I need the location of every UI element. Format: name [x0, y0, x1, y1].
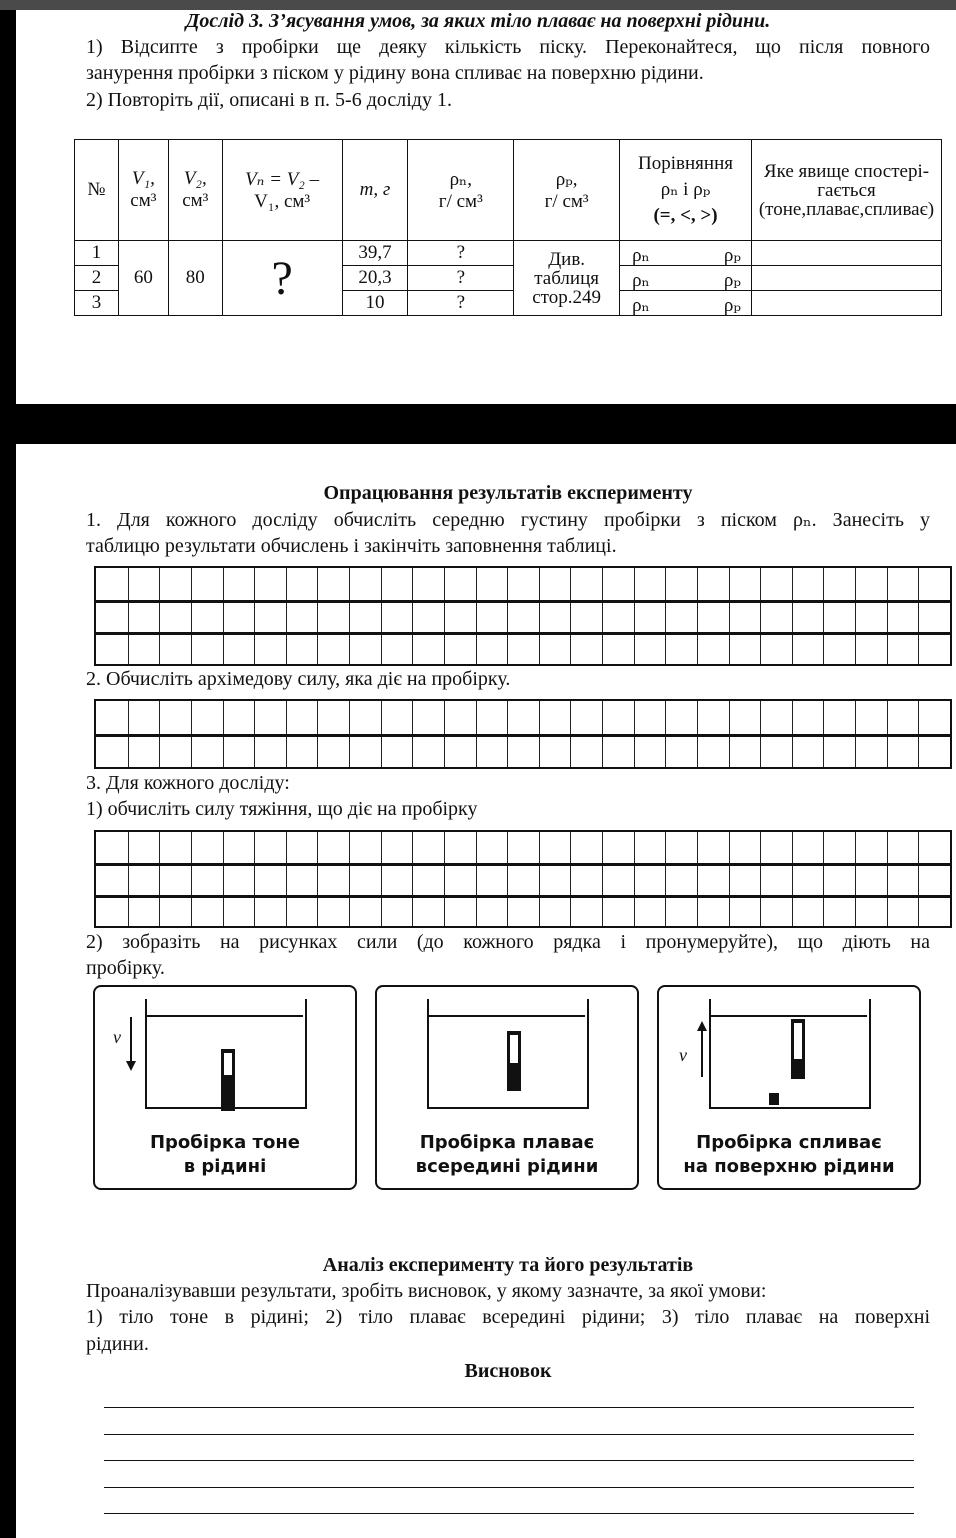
grid-column-line	[507, 568, 508, 664]
task3-2-line1: 2) зобразіть на рисунках сили (до кожного рядка і пронумеруйте), що діють на	[86, 931, 930, 953]
grid-column-line	[349, 568, 350, 664]
velocity-label: v⃗	[113, 1027, 135, 1047]
grid-column-line	[570, 568, 571, 664]
conclusion-heading: Висновок	[464, 1360, 552, 1382]
test-tube-icon	[791, 1019, 805, 1079]
grid-row-line	[96, 863, 950, 866]
phenomenon-cell	[751, 291, 941, 316]
figure-caption: Пробірка спливає на поверхню рідини	[683, 1132, 895, 1177]
grid-column-line	[507, 832, 508, 926]
grid-column-line	[444, 832, 445, 926]
test-tube-icon	[221, 1049, 235, 1111]
figure-rising	[657, 985, 921, 1190]
grid-column-line	[918, 568, 919, 664]
grid-column-line	[634, 832, 635, 926]
grid-column-line	[444, 568, 445, 664]
grid-column-line	[792, 568, 793, 664]
water-surface	[709, 1015, 867, 1017]
writing-line	[104, 1407, 914, 1408]
grid-column-line	[855, 832, 856, 926]
grid-column-line	[729, 568, 730, 664]
viewer-top-bar	[0, 0, 956, 10]
compare-cell: ρₙ ρₚ	[620, 291, 752, 316]
task2-text: 2. Обчисліть архімедову силу, яка діє на пробірку.	[86, 668, 511, 690]
task1-line1: 1. Для кожного досліду обчисліть середню густину пробірки з піском ρₙ. Занесіть у	[86, 509, 930, 531]
vp-value: ?	[222, 241, 342, 316]
figure-caption: Пробірка тоне в рідині	[149, 1132, 300, 1177]
task1-line2: таблицю результати обчислень і закінчіть заповнення таблиці.	[86, 535, 617, 557]
grid-column-line	[823, 568, 824, 664]
grid-column-line	[665, 568, 666, 664]
phenomenon-cell	[751, 266, 941, 291]
grid-column-line	[476, 568, 477, 664]
mass-value: 10	[342, 291, 408, 316]
grid-column-line	[665, 832, 666, 926]
grid-column-line	[476, 832, 477, 926]
header-rho-r: ρₚ, г/ см³	[514, 140, 620, 241]
test-tube-icon	[507, 1031, 521, 1091]
writing-line	[104, 1434, 914, 1435]
grid-column-line	[286, 568, 287, 664]
grid-column-line	[412, 832, 413, 926]
grid-column-line	[412, 568, 413, 664]
grid-column-line	[159, 832, 160, 926]
document-page-1	[16, 10, 956, 404]
grid-row-line	[96, 600, 950, 603]
answer-grid-1	[94, 566, 952, 666]
grid-column-line	[697, 832, 698, 926]
grid-row-line	[96, 895, 950, 898]
analysis-line1: Проаналізувавши результати, зробіть висновок, у якому зазначте, за якої умови:	[86, 1280, 767, 1302]
answer-grid-2	[94, 699, 952, 769]
grid-column-line	[570, 832, 571, 926]
header-compare: Порівняння ρₙ і ρₚ (=, <, >)	[620, 140, 752, 241]
writing-line	[104, 1513, 914, 1514]
grid-column-line	[602, 568, 603, 664]
grid-column-line	[191, 568, 192, 664]
mass-value: 20,3	[342, 266, 408, 291]
water-surface	[145, 1015, 303, 1017]
grid-column-line	[381, 832, 382, 926]
water-surface	[427, 1015, 585, 1017]
sand-particle-icon	[769, 1093, 779, 1105]
task3-2-line2: пробірку.	[86, 957, 165, 979]
header-number: №	[75, 140, 119, 241]
grid-column-line	[286, 832, 287, 926]
row-number: 1	[75, 241, 119, 266]
row-number: 3	[75, 291, 119, 316]
analysis-line2: 1) тіло тоне в рідині; 2) тіло плаває всередині рідини; 3) тіло плаває на поверхні	[86, 1306, 930, 1328]
grid-column-line	[191, 832, 192, 926]
rho-value: ?	[408, 266, 514, 291]
grid-column-line	[381, 568, 382, 664]
grid-column-line	[539, 568, 540, 664]
grid-column-line	[634, 568, 635, 664]
grid-column-line	[855, 568, 856, 664]
grid-column-line	[887, 568, 888, 664]
experiment-title: Дослід 3. З’ясування умов, за яких тіло плаває на поверхні рідини.	[185, 10, 771, 32]
row-number: 2	[75, 266, 119, 291]
grid-column-line	[697, 568, 698, 664]
task3-1-text: 1) обчисліть силу тяжіння, що діє на пробірку	[86, 798, 478, 820]
processing-title: Опрацювання результатів експерименту	[323, 482, 693, 504]
grid-column-line	[254, 832, 255, 926]
grid-column-line	[317, 832, 318, 926]
writing-line	[104, 1487, 914, 1488]
figure-sinking	[93, 985, 357, 1190]
grid-column-line	[539, 832, 540, 926]
rho-value: ?	[408, 241, 514, 266]
grid-column-line	[128, 832, 129, 926]
phenomenon-cell	[751, 241, 941, 266]
header-v2: V₂, см³	[168, 140, 222, 241]
figure-floating-inside	[375, 985, 639, 1190]
task3-text: 3. Для кожного досліду:	[86, 772, 290, 794]
step2-text: 2) Повторіть дії, описані в п. 5-6 досліду 1.	[86, 89, 452, 111]
analysis-title: Аналіз експерименту та його результатів	[322, 1254, 694, 1276]
grid-row-line	[96, 632, 950, 635]
document-page-2	[16, 444, 956, 1538]
grid-column-line	[128, 568, 129, 664]
header-mass: m, г	[342, 140, 408, 241]
grid-column-line	[823, 832, 824, 926]
grid-column-line	[918, 832, 919, 926]
rho-value: ?	[408, 291, 514, 316]
step1-line2: занурення пробірки з піском у рідину вона спливає на поверхню рідини.	[86, 62, 704, 84]
analysis-line3: рідини.	[86, 1333, 149, 1355]
grid-column-line	[223, 832, 224, 926]
compare-cell: ρₙ ρₚ	[620, 266, 752, 291]
writing-line	[104, 1460, 914, 1461]
header-v1: V₁, см³	[118, 140, 168, 241]
grid-column-line	[254, 568, 255, 664]
up-arrow-icon	[701, 1029, 703, 1077]
compare-cell: ρₙ ρₚ	[620, 241, 752, 266]
results-table	[74, 139, 942, 316]
mass-value: 39,7	[342, 241, 408, 266]
reference-cell: Див. таблиця стор.249	[514, 241, 620, 316]
grid-column-line	[887, 832, 888, 926]
v1-value: 60	[118, 241, 168, 316]
answer-grid-3	[94, 830, 952, 928]
grid-column-line	[602, 832, 603, 926]
header-vp: Vₙ = V₂ – V₁, см³	[222, 140, 342, 241]
grid-column-line	[760, 832, 761, 926]
grid-column-line	[729, 832, 730, 926]
down-arrow-icon	[130, 1017, 132, 1067]
step1-line1: 1) Відсипте з пробірки ще деяку кількість піску. Переконайтеся, що після повного	[86, 36, 930, 58]
grid-column-line	[159, 568, 160, 664]
grid-column-line	[223, 568, 224, 664]
figure-caption: Пробірка плаває всередині рідини	[415, 1132, 599, 1177]
grid-column-line	[317, 568, 318, 664]
header-rho-p: ρₙ, г/ см³	[408, 140, 514, 241]
grid-column-line	[792, 832, 793, 926]
grid-column-line	[349, 832, 350, 926]
grid-column-line	[760, 568, 761, 664]
header-phenomenon: Яке явище спостері- гається (тоне,плаває,спливає)	[751, 140, 941, 241]
grid-row-line	[96, 734, 950, 737]
velocity-label: v⃗	[679, 1045, 701, 1065]
v2-value: 80	[168, 241, 222, 316]
